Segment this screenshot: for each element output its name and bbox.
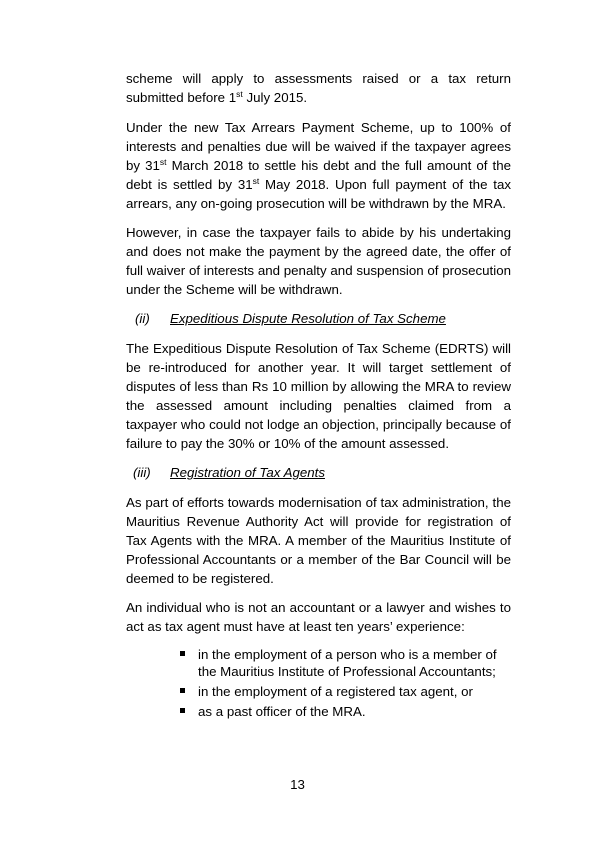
page-number: 13 (290, 777, 305, 792)
paragraph-tax-arrears-scheme (126, 118, 511, 213)
list-item-text: as a past officer of the MRA. (198, 704, 366, 719)
text-run: July 2015. (242, 90, 308, 105)
paragraph-tax-agent-registration: As part of efforts towards modernisation of tax administration, the Mauritius Revenue Authority Act will provide for registration of Tax Agents with the MRA. A member of the Mauritius Institute of Professional Accountants or a member of the Bar Council will be deemed to be registered. (126, 495, 511, 586)
list-item (180, 646, 511, 680)
section-heading-edrts (126, 309, 511, 328)
experience-bullet-list (126, 646, 511, 720)
text-run: Under the new Tax Arrears Payment Scheme, up to 100% of interests and penalties due will be waived if the taxpayer agrees by 31 (126, 120, 511, 173)
square-bullet-icon (180, 651, 185, 656)
superscript: st (236, 89, 243, 99)
text-run: scheme will apply to assessments raised or a tax return submitted before 1 (126, 71, 511, 105)
section-number: (ii) (135, 311, 150, 326)
superscript: st (252, 176, 260, 186)
list-item (180, 703, 511, 720)
paragraph-scheme-applicability (126, 69, 511, 107)
text-run: May 2018. Upon full payment of the tax arrears, any on-going prosecution will be withdrawn by the MRA. (126, 177, 511, 211)
paragraph-edrts: The Expeditious Dispute Resolution of Tax Scheme (EDRTS) will be re-introduced for another year. It will target settlement of disputes of less than Rs 10 million by allowing the MRA to review the assessed amount including penalties claimed from a taxpayer who could not lodge an objection, principally because of failure to pay the 30% or 10% of the amount assessed. (126, 341, 511, 451)
square-bullet-icon (180, 688, 185, 693)
text-run: March 2018 to settle his debt and the full amount of the debt is settled by 31 (126, 158, 511, 192)
paragraph-undertaking-failure: However, in case the taxpayer fails to abide by his undertaking and does not make the payment by the agreed date, the offer of full waiver of interests and penalty and suspension of prosecution under the Scheme will be withdrawn. (126, 225, 511, 297)
section-heading-tax-agents (126, 463, 511, 482)
section-title: Expeditious Dispute Resolution of Tax Scheme (170, 311, 446, 326)
page-body (126, 69, 511, 723)
list-item-text: in the employment of a registered tax agent, or (198, 684, 473, 699)
section-number: (iii) (133, 465, 151, 480)
square-bullet-icon (180, 708, 185, 713)
section-title: Registration of Tax Agents (170, 465, 325, 480)
paragraph-tax-agent-experience: An individual who is not an accountant or a lawyer and wishes to act as tax agent must have at least ten years’ experience: (126, 600, 511, 634)
list-item-text: in the employment of a person who is a member of the Mauritius Institute of Professional Accountants; (198, 647, 497, 679)
list-item (180, 683, 511, 700)
superscript: st (159, 157, 167, 167)
